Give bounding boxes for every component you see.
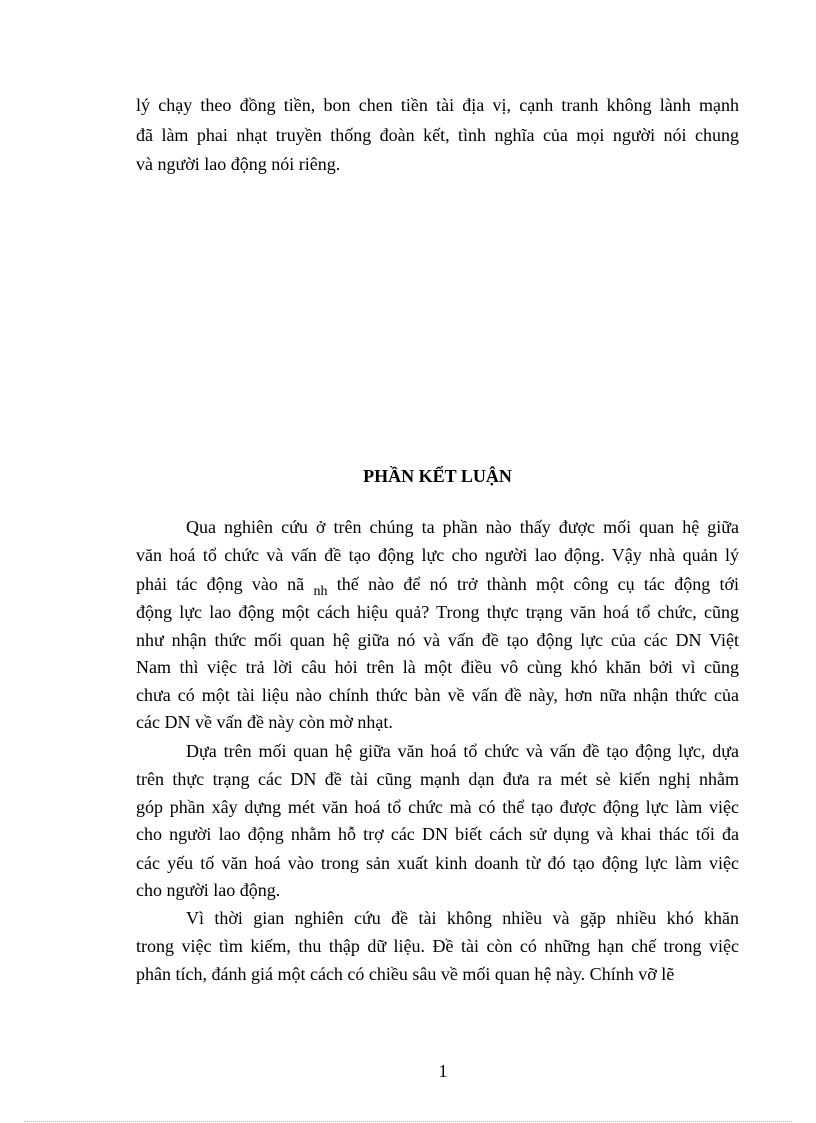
conclusion-paragraph-1-line-7: chưa có một tài liệu nào chính thức bàn về vấn đề này, hơn nữa nhận thức của [136,685,739,705]
conclusion-paragraph-1-line-5: như nhận thức mối quan hệ giữa nó và vấn đề tạo động lực của các DN Việt [136,630,739,650]
conclusion-paragraph-2-line-4: cho người lao động nhằm hỗ trợ các DN biết cách sử dụng và khai thác tối đa [136,824,739,844]
conclusion-paragraph-1-line-3 [136,570,739,601]
conclusion-paragraph-1-line-2: văn hoá tổ chức và vấn đề tạo động lực cho người lao động. Vậy nhà quản lý [136,545,739,565]
conclusion-paragraph-3-line-3: phân tích, đánh giá một cách có chiều sâu về mối quan hệ này. Chính vỡ lẽ [136,964,675,984]
conclusion-paragraph-2-line-5: các yếu tố văn hoá vào trong sản xuất kinh doanh từ đó tạo động lực làm việc [136,853,739,873]
conclusion-paragraph-2-line-2: trên thực trạng các DN đề tài cũng mạnh dạn đưa ra mét sè kiến nghị nhằm [136,769,739,789]
conclusion-paragraph-1-line-1: Qua nghiên cứu ở trên chúng ta phần nào thấy được mối quan hệ giữa [186,517,739,537]
line-3-text-after: thế nào để nó trở thành một công cụ tác động tới [336,574,740,594]
page-bottom-dotted-rule [24,1121,792,1122]
conclusion-paragraph-1-line-4: động lực lao động một cách hiệu quả? Trong thực trạng văn hoá tổ chức, cũng [136,602,739,622]
section-heading: PHẦN KẾT LUẬN [363,466,512,486]
conclusion-paragraph-1-line-6: Nam thì việc trả lời câu hỏi trên là một điều vô cùng khó khăn bởi vì cũng [136,657,739,677]
conclusion-paragraph-2-line-3: góp phần xây dựng mét văn hoá tổ chức mà có thể tạo được động lực làm việc [136,797,739,817]
conclusion-paragraph-3-line-1: Vì thời gian nghiên cứu đề tài không nhiều và gặp nhiều khó khăn [186,908,739,928]
line-3-text-before: phải tác động vào nã [136,574,305,594]
conclusion-paragraph-3-line-2: trong việc tìm kiếm, thu thập dữ liệu. Đề tài còn có những hạn chế trong việc [136,936,739,956]
top-paragraph-line-3: và người lao động nói riêng. [136,154,341,174]
conclusion-paragraph-2-line-6: cho người lao động. [136,880,281,900]
page-number: 1 [438,1061,448,1081]
conclusion-paragraph-2-line-1: Dựa trên mối quan hệ giữa văn hoá tổ chức và vấn đề tạo động lực, dựa [186,741,739,761]
top-paragraph-line-1: lý chạy theo đồng tiền, bon chen tiền tài địa vị, cạnh tranh không lành mạnh [136,95,739,115]
line-3-subscript-fragment: nh [313,584,328,599]
top-paragraph-line-2: đã làm phai nhạt truyền thống đoàn kết, tình nghĩa của mọi người nói chung [136,125,739,145]
conclusion-paragraph-1-line-8: các DN về vấn đề này còn mờ nhạt. [136,712,393,732]
